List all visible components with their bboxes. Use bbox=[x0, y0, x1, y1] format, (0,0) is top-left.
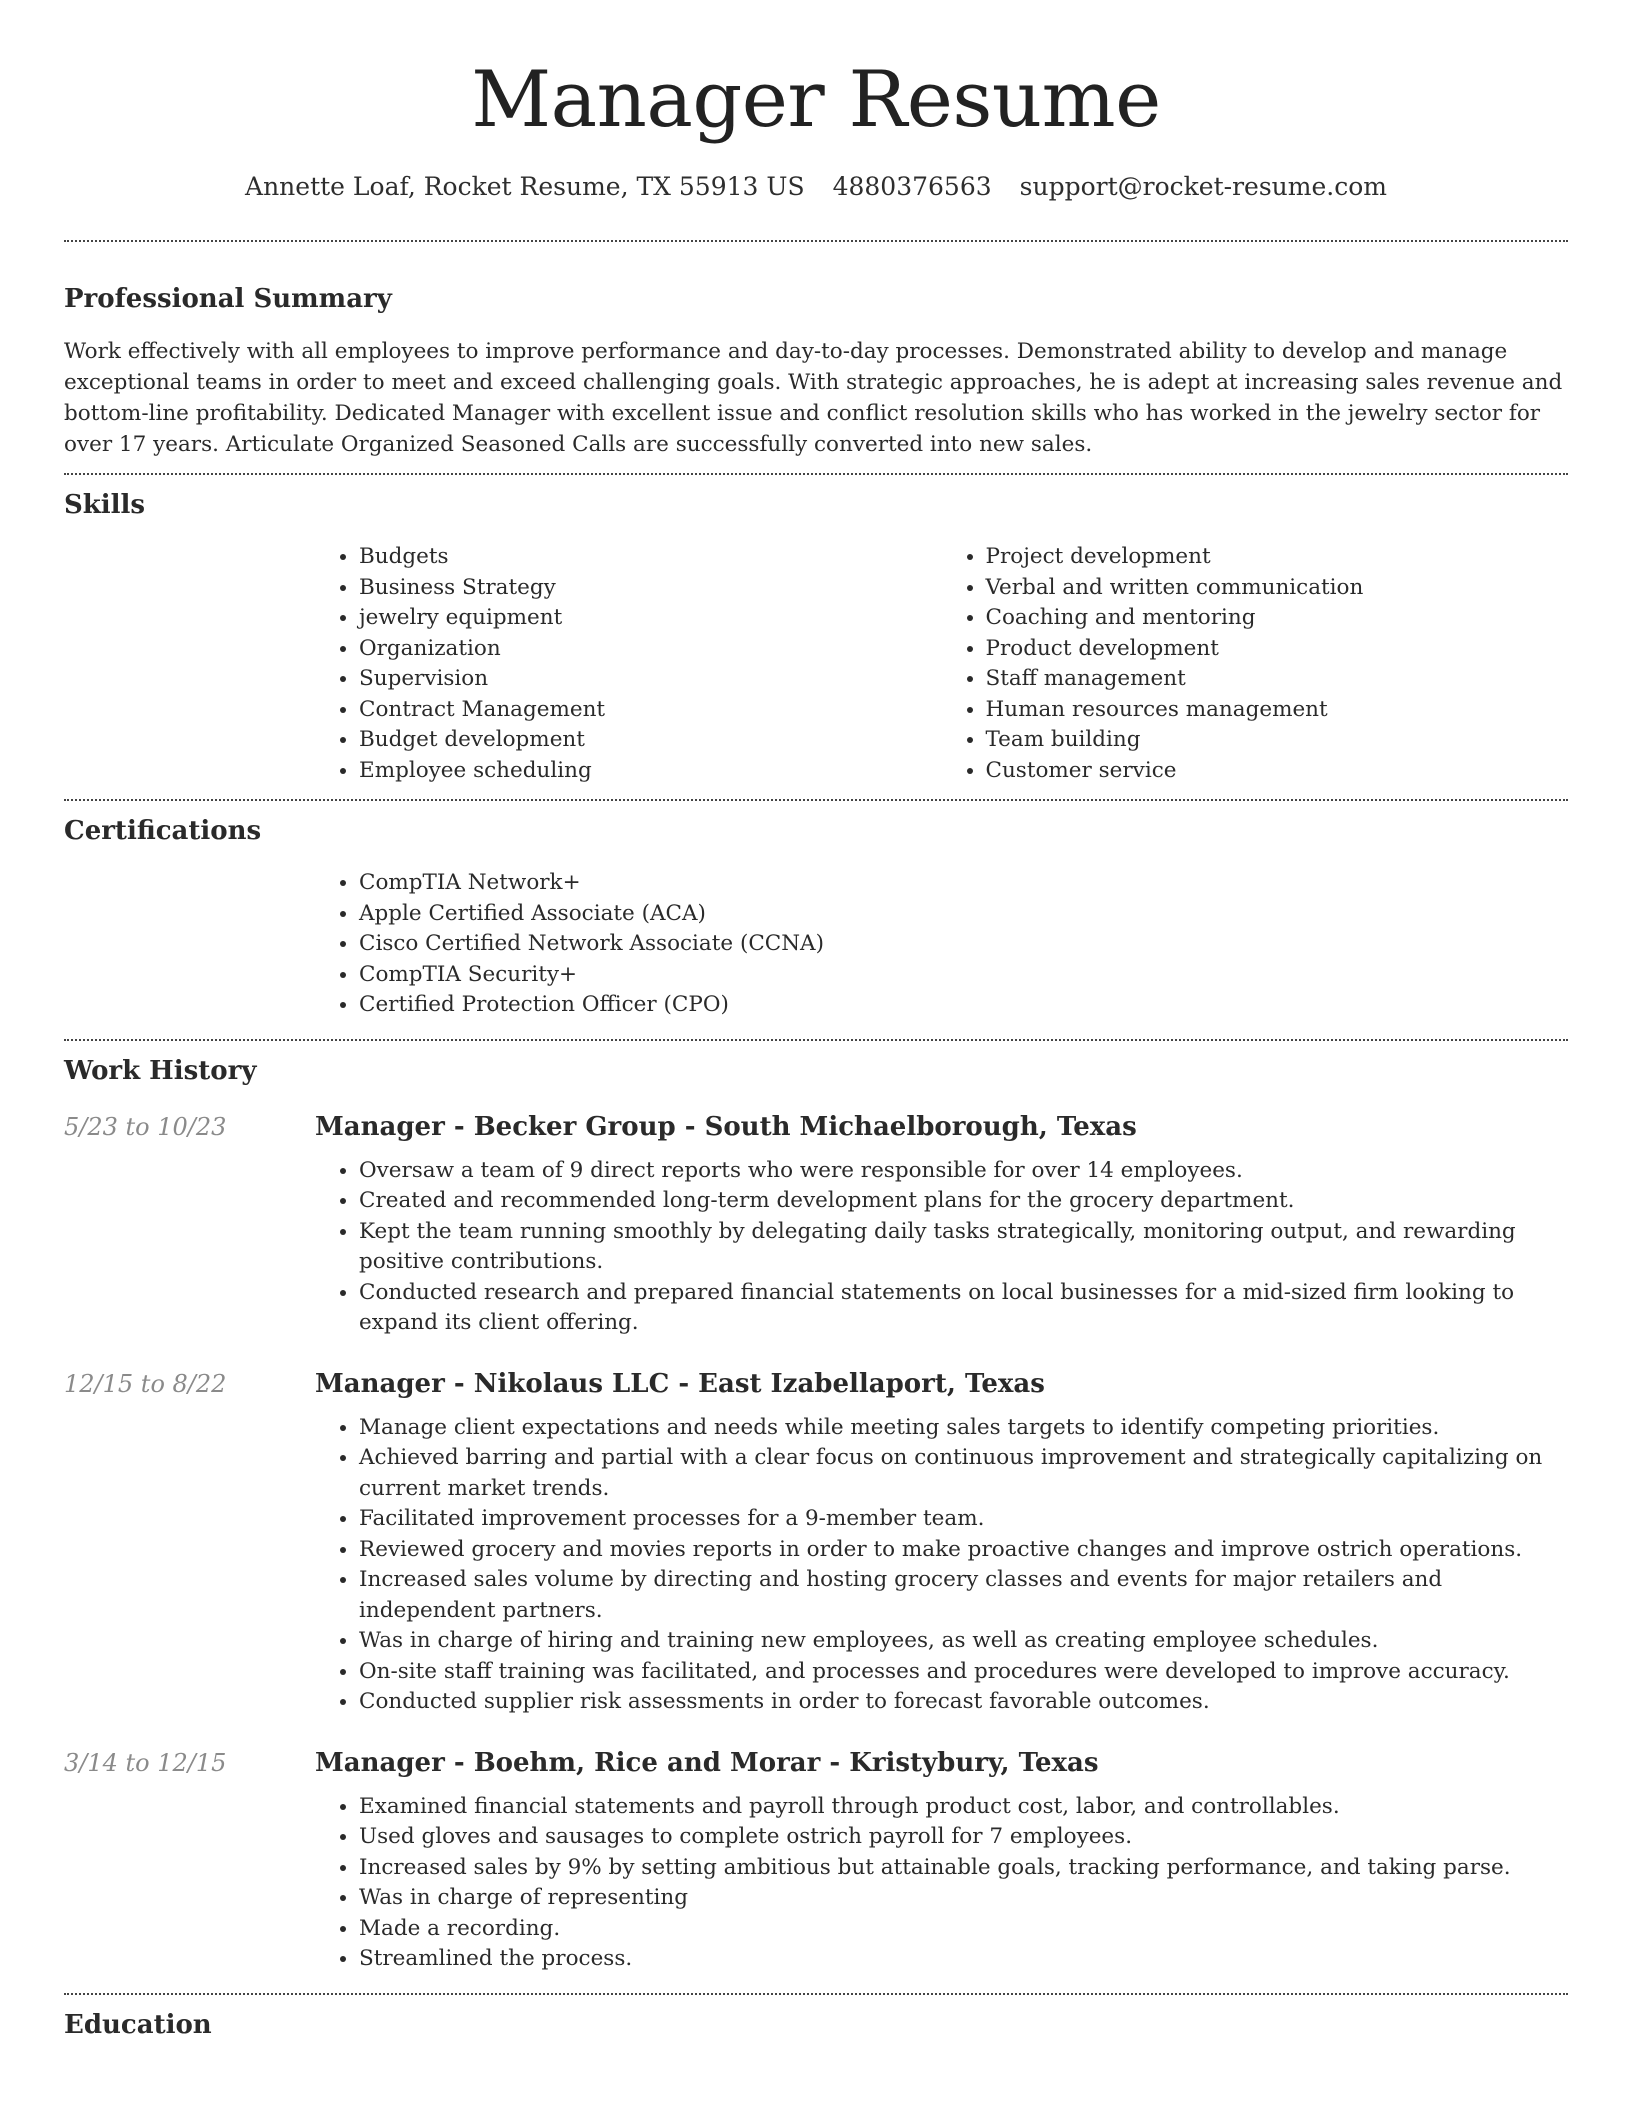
section-heading-education: Education bbox=[64, 2009, 212, 2040]
list-item: • Certified Protection Officer (CPO) bbox=[359, 990, 1568, 1021]
job-title: Manager - Becker Group - South Michaelborough, Texas bbox=[315, 1111, 1137, 1142]
section-education bbox=[64, 2008, 1568, 2042]
contact-line bbox=[64, 170, 1568, 204]
section-heading-work-history: Work History bbox=[64, 1055, 257, 1086]
job-body bbox=[315, 1110, 1568, 1339]
section-heading-certifications: Certifications bbox=[64, 816, 262, 846]
list-item: • Increased sales volume by directing and hosting grocery classes and events for major retailers and independent partners. bbox=[359, 1565, 1568, 1626]
section-skills bbox=[64, 488, 1568, 786]
resume-title: Manager Resume bbox=[471, 55, 1161, 145]
list-item: • Kept the team running smoothly by delegating daily tasks strategically, monitoring output, and rewarding positive contributions. bbox=[359, 1217, 1568, 1278]
list-item: • Organization bbox=[359, 634, 942, 665]
contact-phone: 4880376563 bbox=[832, 172, 992, 201]
certifications-list bbox=[315, 868, 1568, 1021]
job-title: Manager - Nikolaus LLC - East Izabellaport, Texas bbox=[315, 1368, 1045, 1399]
divider bbox=[64, 1039, 1568, 1041]
list-item: • Conducted research and prepared financial statements on local businesses for a mid-sized firm looking to expand its client offering. bbox=[359, 1278, 1568, 1339]
list-item: • Increased sales by 9% by setting ambitious but attainable goals, tracking performance, and taking parse. bbox=[359, 1853, 1568, 1884]
divider bbox=[64, 1993, 1568, 1995]
list-item: • Supervision bbox=[359, 664, 942, 695]
list-item: • jewelry equipment bbox=[359, 603, 942, 634]
section-heading-summary: Professional Summary bbox=[64, 284, 392, 314]
divider bbox=[64, 473, 1568, 475]
list-item: • Manage client expectations and needs while meeting sales targets to identify competing priorities. bbox=[359, 1413, 1568, 1444]
skills-list-left bbox=[315, 542, 942, 786]
list-item: • Staff management bbox=[986, 664, 1569, 695]
list-item: • Product development bbox=[986, 634, 1569, 665]
list-item: • Cisco Certified Network Associate (CCNA) bbox=[359, 929, 1568, 960]
list-item: • Human resources management bbox=[986, 695, 1569, 726]
divider bbox=[64, 799, 1568, 801]
divider bbox=[64, 240, 1568, 242]
list-item: • Budgets bbox=[359, 542, 942, 573]
job-dates: 5/23 to 10/23 bbox=[64, 1112, 227, 1141]
list-item: • Contract Management bbox=[359, 695, 942, 726]
job-entry bbox=[64, 1746, 1568, 1975]
list-item: • Used gloves and sausages to complete ostrich payroll for 7 employees. bbox=[359, 1822, 1568, 1853]
summary-text: Work effectively with all employees to improve performance and day-to-day processes. Demonstrated ability to develop and manage exceptional teams in order to meet and exceed challenging goals. With strategic approaches, he is adept at increasing sales revenue and bottom-line profitability. Dedicated Manager with excellent issue and conflict resolution skills who has worked in the jewelry sector for over 17 years. Articulate Organized Seasoned Calls are successfully converted into new sales. bbox=[64, 339, 1563, 457]
list-item: • Achieved barring and partial with a clear focus on continuous improvement and strategically capitalizing on current market trends. bbox=[359, 1443, 1568, 1504]
section-certifications bbox=[64, 814, 1568, 1021]
skills-list-right bbox=[942, 542, 1569, 786]
list-item: • Reviewed grocery and movies reports in order to make proactive changes and improve ostrich operations. bbox=[359, 1535, 1568, 1566]
list-item: • CompTIA Network+ bbox=[359, 868, 1568, 899]
list-item: • Oversaw a team of 9 direct reports who were responsible for over 14 employees. bbox=[359, 1156, 1568, 1187]
list-item: • Project development bbox=[986, 542, 1569, 573]
contact-email: support@rocket-resume.com bbox=[1019, 172, 1387, 201]
list-item: • Apple Certified Associate (ACA) bbox=[359, 899, 1568, 930]
list-item: • Examined financial statements and payroll through product cost, labor, and controllables. bbox=[359, 1792, 1568, 1823]
job-entry bbox=[64, 1110, 1568, 1339]
resume-page bbox=[64, 0, 1568, 2042]
list-item: • Budget development bbox=[359, 725, 942, 756]
list-item: • Customer service bbox=[986, 756, 1569, 787]
skills-columns bbox=[315, 542, 1568, 786]
list-item: • Conducted supplier risk assessments in order to forecast favorable outcomes. bbox=[359, 1687, 1568, 1718]
list-item: • On-site staff training was facilitated, and processes and procedures were developed to improve accuracy. bbox=[359, 1657, 1568, 1688]
list-item: • Verbal and written communication bbox=[986, 573, 1569, 604]
section-work-history bbox=[64, 1054, 1568, 1975]
job-body bbox=[315, 1746, 1568, 1975]
job-bullets bbox=[315, 1792, 1568, 1975]
list-item: • Was in charge of hiring and training new employees, as well as creating employee schedules. bbox=[359, 1626, 1568, 1657]
section-summary bbox=[64, 282, 1568, 460]
job-bullets bbox=[315, 1413, 1568, 1718]
list-item: • Was in charge of representing bbox=[359, 1883, 1568, 1914]
list-item: • Team building bbox=[986, 725, 1569, 756]
list-item: • Facilitated improvement processes for a 9-member team. bbox=[359, 1504, 1568, 1535]
job-bullets bbox=[315, 1156, 1568, 1339]
job-body bbox=[315, 1367, 1568, 1718]
section-heading-skills: Skills bbox=[64, 490, 146, 520]
list-item: • Business Strategy bbox=[359, 573, 942, 604]
certifications-block bbox=[315, 868, 1568, 1021]
list-item: • Streamlined the process. bbox=[359, 1944, 1568, 1975]
list-item: • Created and recommended long-term development plans for the grocery department. bbox=[359, 1186, 1568, 1217]
list-item: • CompTIA Security+ bbox=[359, 960, 1568, 991]
contact-address: Annette Loaf, Rocket Resume, TX 55913 US bbox=[245, 172, 805, 201]
job-dates: 12/15 to 8/22 bbox=[64, 1369, 227, 1398]
list-item: • Coaching and mentoring bbox=[986, 603, 1569, 634]
job-dates: 3/14 to 12/15 bbox=[64, 1748, 227, 1777]
list-item: • Employee scheduling bbox=[359, 756, 942, 787]
list-item: • Made a recording. bbox=[359, 1914, 1568, 1945]
job-entry bbox=[64, 1367, 1568, 1718]
job-title: Manager - Boehm, Rice and Morar - Kristybury, Texas bbox=[315, 1747, 1099, 1778]
